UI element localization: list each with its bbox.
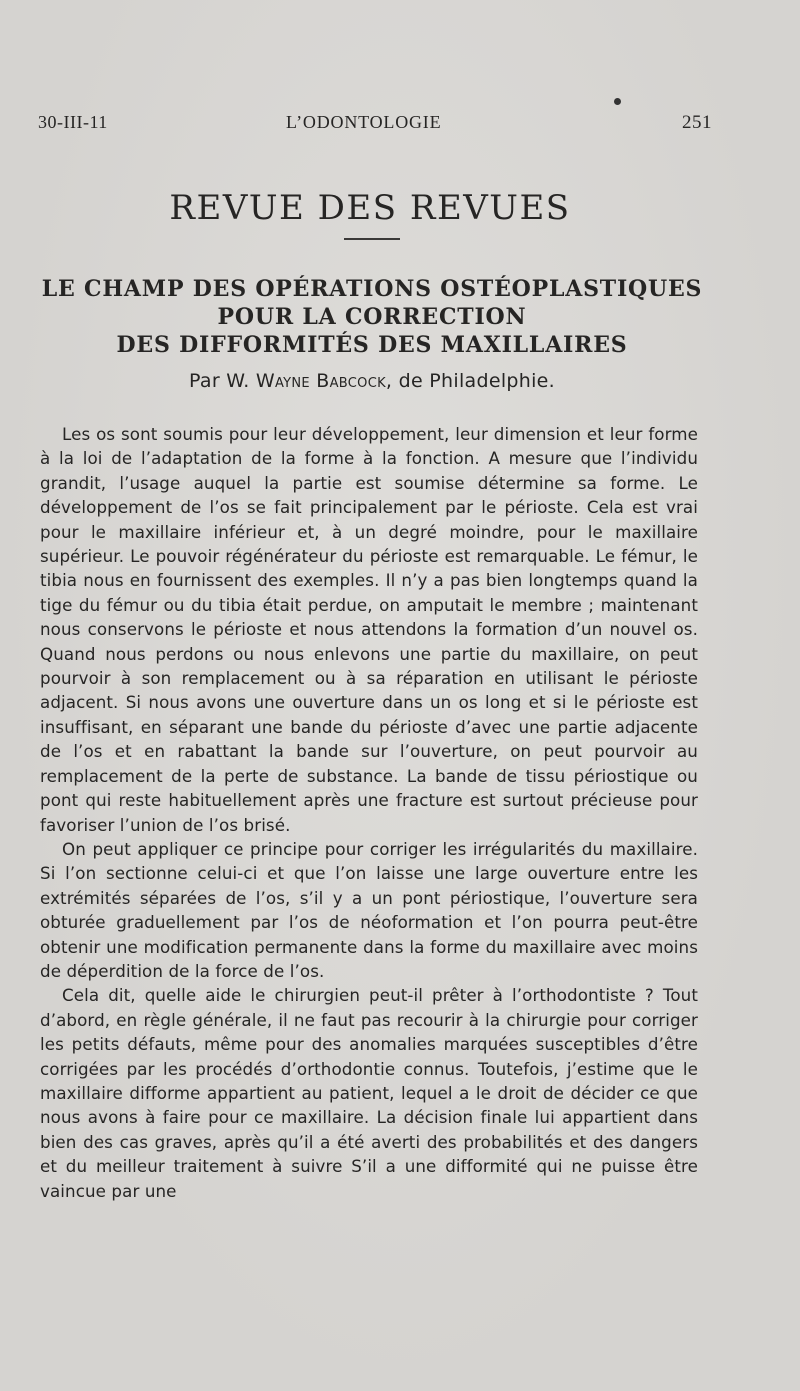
article-title-line: DES DIFFORMITÉS DES MAXILLAIRES [116, 332, 628, 358]
section-title: REVUE DES REVUES [169, 188, 571, 228]
ink-speck [614, 98, 621, 105]
issue-date: 30-III-11 [38, 112, 108, 132]
author-name: Wayne Babcock [255, 370, 386, 392]
page-number: 251 [682, 112, 712, 133]
running-head [38, 112, 712, 136]
article-title [36, 275, 708, 359]
paragraph: Les os sont soumis pour leur développement, leur dimension et leur forme à la loi de l’adaptation de la forme à la fonction. A mesure que l’individu grandit, l’usage auquel la partie est soumise détermine sa forme. Le développement de l’os se fait principalement par le périoste. Cela est vrai pour le maxillaire inférieur et, à un degré moindre, pour le maxillaire supérieur. Le pouvoir régénérateur du périoste est remarquable. Le fémur, le tibia nous en fournissent des exemples. Il n’y a pas bien longtemps quand la tige du fémur ou du tibia était perdue, on amputait le membre ; maintenant nous conservons le périoste et nous attendons la formation d’un nouvel os. Quand nous perdons ou nous enlevons une partie du maxillaire, on peut pourvoir à son remplacement ou à sa réparation en utilisant le périoste adjacent. Si nous avons une ouverture dans un os long et si le périoste est insuffisant, en séparant une bande du périoste d’avec une partie adjacente de l’os et en rabattant la bande sur l’ouverture, on peut pourvoir au remplacement de la perte de substance. La bande de tissu périostique ou pont qui reste habituellement après une fracture est surtout précieuse pour favoriser l’union de l’os brisé. [40, 424, 698, 835]
article-body [40, 422, 698, 1203]
paragraph: Cela dit, quelle aide le chirurgien peut-il prêter à l’orthodontiste ? Tout d’abord, en règle générale, il ne faut pas recourir à la chirurgie pour corriger les petits défauts, même pour des anomalies marquées susceptibles d’être corrigées par les procédés d’orthodontie connus. Toutefois, j’estime que le maxillaire difforme appartient au patient, lequel a le droit de décider ce que nous avons à faire pour ce maxillaire. La décision finale lui appartient dans bien des cas graves, après qu’il a été averti des probabilités et des dangers et du meilleur traitement à suivre S’il a une difformité qui ne puisse être vaincue par une [40, 985, 698, 1201]
byline [36, 370, 708, 392]
paragraph: On peut appliquer ce principe pour corriger les irrégularités du maxillaire. Si l’on sectionne celui-ci et que l’on laisse une large ouverture entre les extrémités séparées de l’os, s’il y a un pont périostique, l’ouverture sera obturée graduellement par l’os de néoformation et l’on pourra peut-être obtenir une modification permanente dans la forme du maxillaire avec moins de déperdition de la force de l’os. [40, 838, 698, 981]
title-divider [344, 238, 400, 240]
article-title-line: LE CHAMP DES OPÉRATIONS OSTÉOPLASTIQUES [41, 276, 703, 302]
article-title-line: POUR LA CORRECTION [217, 304, 527, 330]
byline-prefix: Par W. [188, 370, 256, 392]
byline-suffix: , de Philadelphie. [385, 370, 556, 392]
journal-name: L’ODONTOLOGIE [286, 112, 442, 132]
